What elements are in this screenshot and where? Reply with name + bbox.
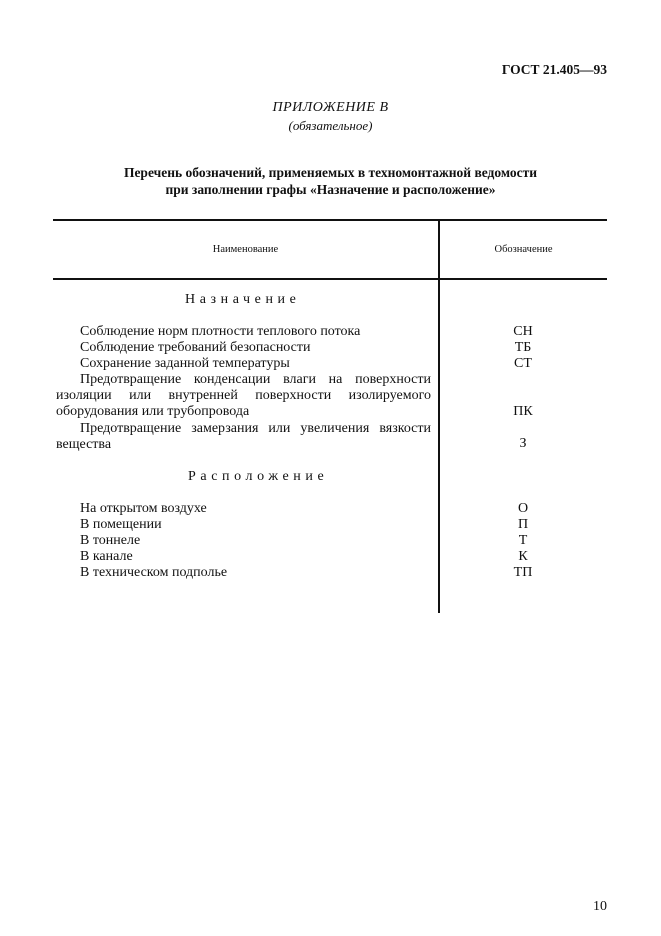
appendix-title: ПРИЛОЖЕНИЕ В	[272, 100, 389, 115]
table-title-line-2: при заполнении графы «Назначение и расположение»	[165, 182, 496, 197]
location-code-2: П	[517, 517, 529, 532]
column-header-code: Обозначение	[494, 244, 553, 255]
purpose-code-2: ТБ	[514, 340, 532, 355]
location-row-4: В канале	[80, 549, 133, 564]
purpose-row-4-line-2: изоляции или внутренней поверхности изолируемого	[56, 388, 431, 403]
purpose-row-4-line-3: оборудования или трубопровода	[56, 404, 250, 419]
appendix-note: (обязательное)	[288, 118, 373, 133]
purpose-code-1: СН	[513, 324, 533, 339]
location-row-2: В помещении	[80, 517, 162, 532]
purpose-row-1: Соблюдение норм плотности теплового потока	[80, 324, 361, 339]
location-code-5: ТП	[513, 565, 533, 580]
purpose-row-4-line-1: Предотвращение конденсации влаги на поверхности	[80, 372, 431, 387]
location-row-3: В тоннеле	[80, 533, 141, 548]
purpose-code-4: ПК	[513, 404, 533, 419]
location-row-5: В техническом подполье	[80, 565, 228, 580]
purpose-code-3: СТ	[514, 356, 532, 371]
location-code-3: Т	[518, 533, 528, 548]
purpose-row-2: Соблюдение требований безопасности	[80, 340, 311, 355]
column-header-name: Наименование	[212, 244, 279, 255]
table-column-divider	[438, 219, 440, 613]
location-code-4: К	[518, 549, 528, 564]
location-row-1: На открытом воздухе	[80, 501, 207, 516]
purpose-code-5: З	[519, 436, 527, 451]
section-title-purpose: Назначение	[185, 292, 301, 307]
table-top-rule	[53, 219, 607, 221]
purpose-row-5-line-1: Предотвращение замерзания или увеличения вязкости	[80, 421, 431, 436]
table-title-line-1: Перечень обозначений, применяемых в техномонтажной ведомости	[123, 165, 538, 180]
document-code: ГОСТ 21.405—93	[501, 62, 607, 77]
purpose-row-5-line-2: вещества	[56, 437, 112, 452]
location-code-1: О	[517, 501, 529, 516]
section-title-location: Расположение	[188, 469, 329, 484]
purpose-row-3: Сохранение заданной температуры	[80, 356, 290, 371]
page-number: 10	[593, 899, 607, 914]
table-header-rule	[53, 278, 607, 280]
